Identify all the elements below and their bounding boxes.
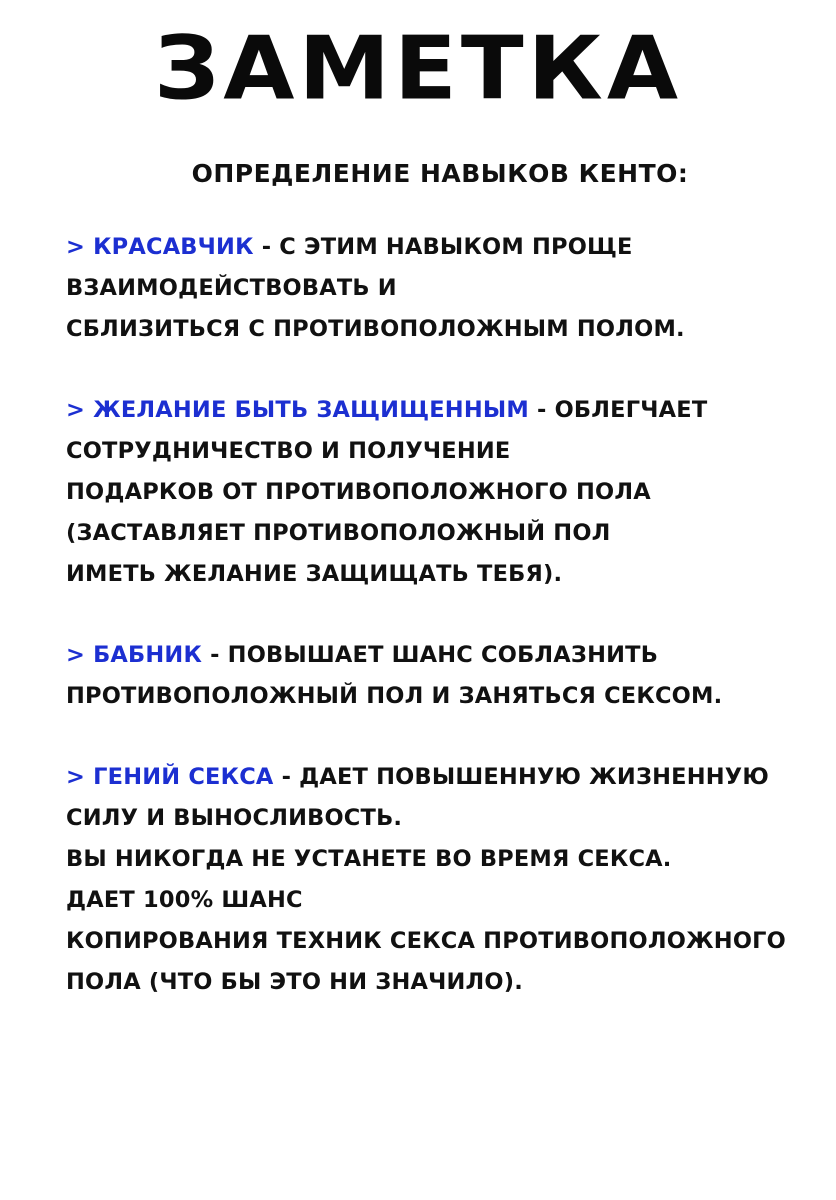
page-subtitle: ОПРЕДЕЛЕНИЕ НАВЫКОВ КЕНТО: <box>191 159 689 188</box>
page-title: ЗАМЕТКА <box>153 17 683 120</box>
skill-description-line: (ЗАСТАВЛЯЕТ ПРОТИВОПОЛОЖНЫЙ ПОЛ <box>66 520 611 546</box>
skill-description-line: ПОЛА (ЧТО БЫ ЭТО НИ ЗНАЧИЛО). <box>66 969 523 995</box>
skill-womanizer <box>66 635 806 717</box>
skill-name: > БАБНИК <box>66 642 203 668</box>
skill-description-line: СОТРУДНИЧЕСТВО И ПОЛУЧЕНИЕ <box>66 438 511 464</box>
skill-description-line: СБЛИЗИТЬСЯ С ПРОТИВОПОЛОЖНЫМ ПОЛОМ. <box>66 316 685 342</box>
skill-description-line: ПОДАРКОВ ОТ ПРОТИВОПОЛОЖНОГО ПОЛА <box>66 479 651 505</box>
skill-description-start: - ОБЛЕГЧАЕТ <box>528 397 708 423</box>
skill-first-line <box>66 227 806 268</box>
skill-first-line <box>66 757 806 798</box>
skill-name: > ГЕНИЙ СЕКСА <box>66 764 274 790</box>
skill-description-line: ВЫ НИКОГДА НЕ УСТАНЕТЕ ВО ВРЕМЯ СЕКСА. <box>66 846 672 872</box>
skill-description-line: ДАЕТ 100% ШАНС <box>66 887 303 913</box>
skill-protected <box>66 390 806 595</box>
skills-list <box>66 227 806 1003</box>
skill-handsome <box>66 227 806 350</box>
skill-description-line: ИМЕТЬ ЖЕЛАНИЕ ЗАЩИЩАТЬ ТЕБЯ). <box>66 561 563 587</box>
skill-sex-genius <box>66 757 806 1003</box>
skill-description-line: КОПИРОВАНИЯ ТЕХНИК СЕКСА ПРОТИВОПОЛОЖНОГО <box>66 928 787 954</box>
skill-first-line <box>66 635 806 676</box>
skill-description-line: ПРОТИВОПОЛОЖНЫЙ ПОЛ И ЗАНЯТЬСЯ СЕКСОМ. <box>66 683 723 709</box>
skill-description-line: СИЛУ И ВЫНОСЛИВОСТЬ. <box>66 805 403 831</box>
skill-name: > КРАСАВЧИК <box>66 234 254 260</box>
skill-description-start: - ДАЕТ ПОВЫШЕННУЮ ЖИЗНЕННУЮ <box>273 764 769 790</box>
skill-description-start: - С ЭТИМ НАВЫКОМ ПРОЩЕ <box>253 234 633 260</box>
skill-first-line <box>66 390 806 431</box>
skill-name: > ЖЕЛАНИЕ БЫТЬ ЗАЩИЩЕННЫМ <box>66 397 529 423</box>
skill-description-line: ВЗАИМОДЕЙСТВОВАТЬ И <box>66 275 397 301</box>
skill-description-start: - ПОВЫШАЕТ ШАНС СОБЛАЗНИТЬ <box>202 642 659 668</box>
